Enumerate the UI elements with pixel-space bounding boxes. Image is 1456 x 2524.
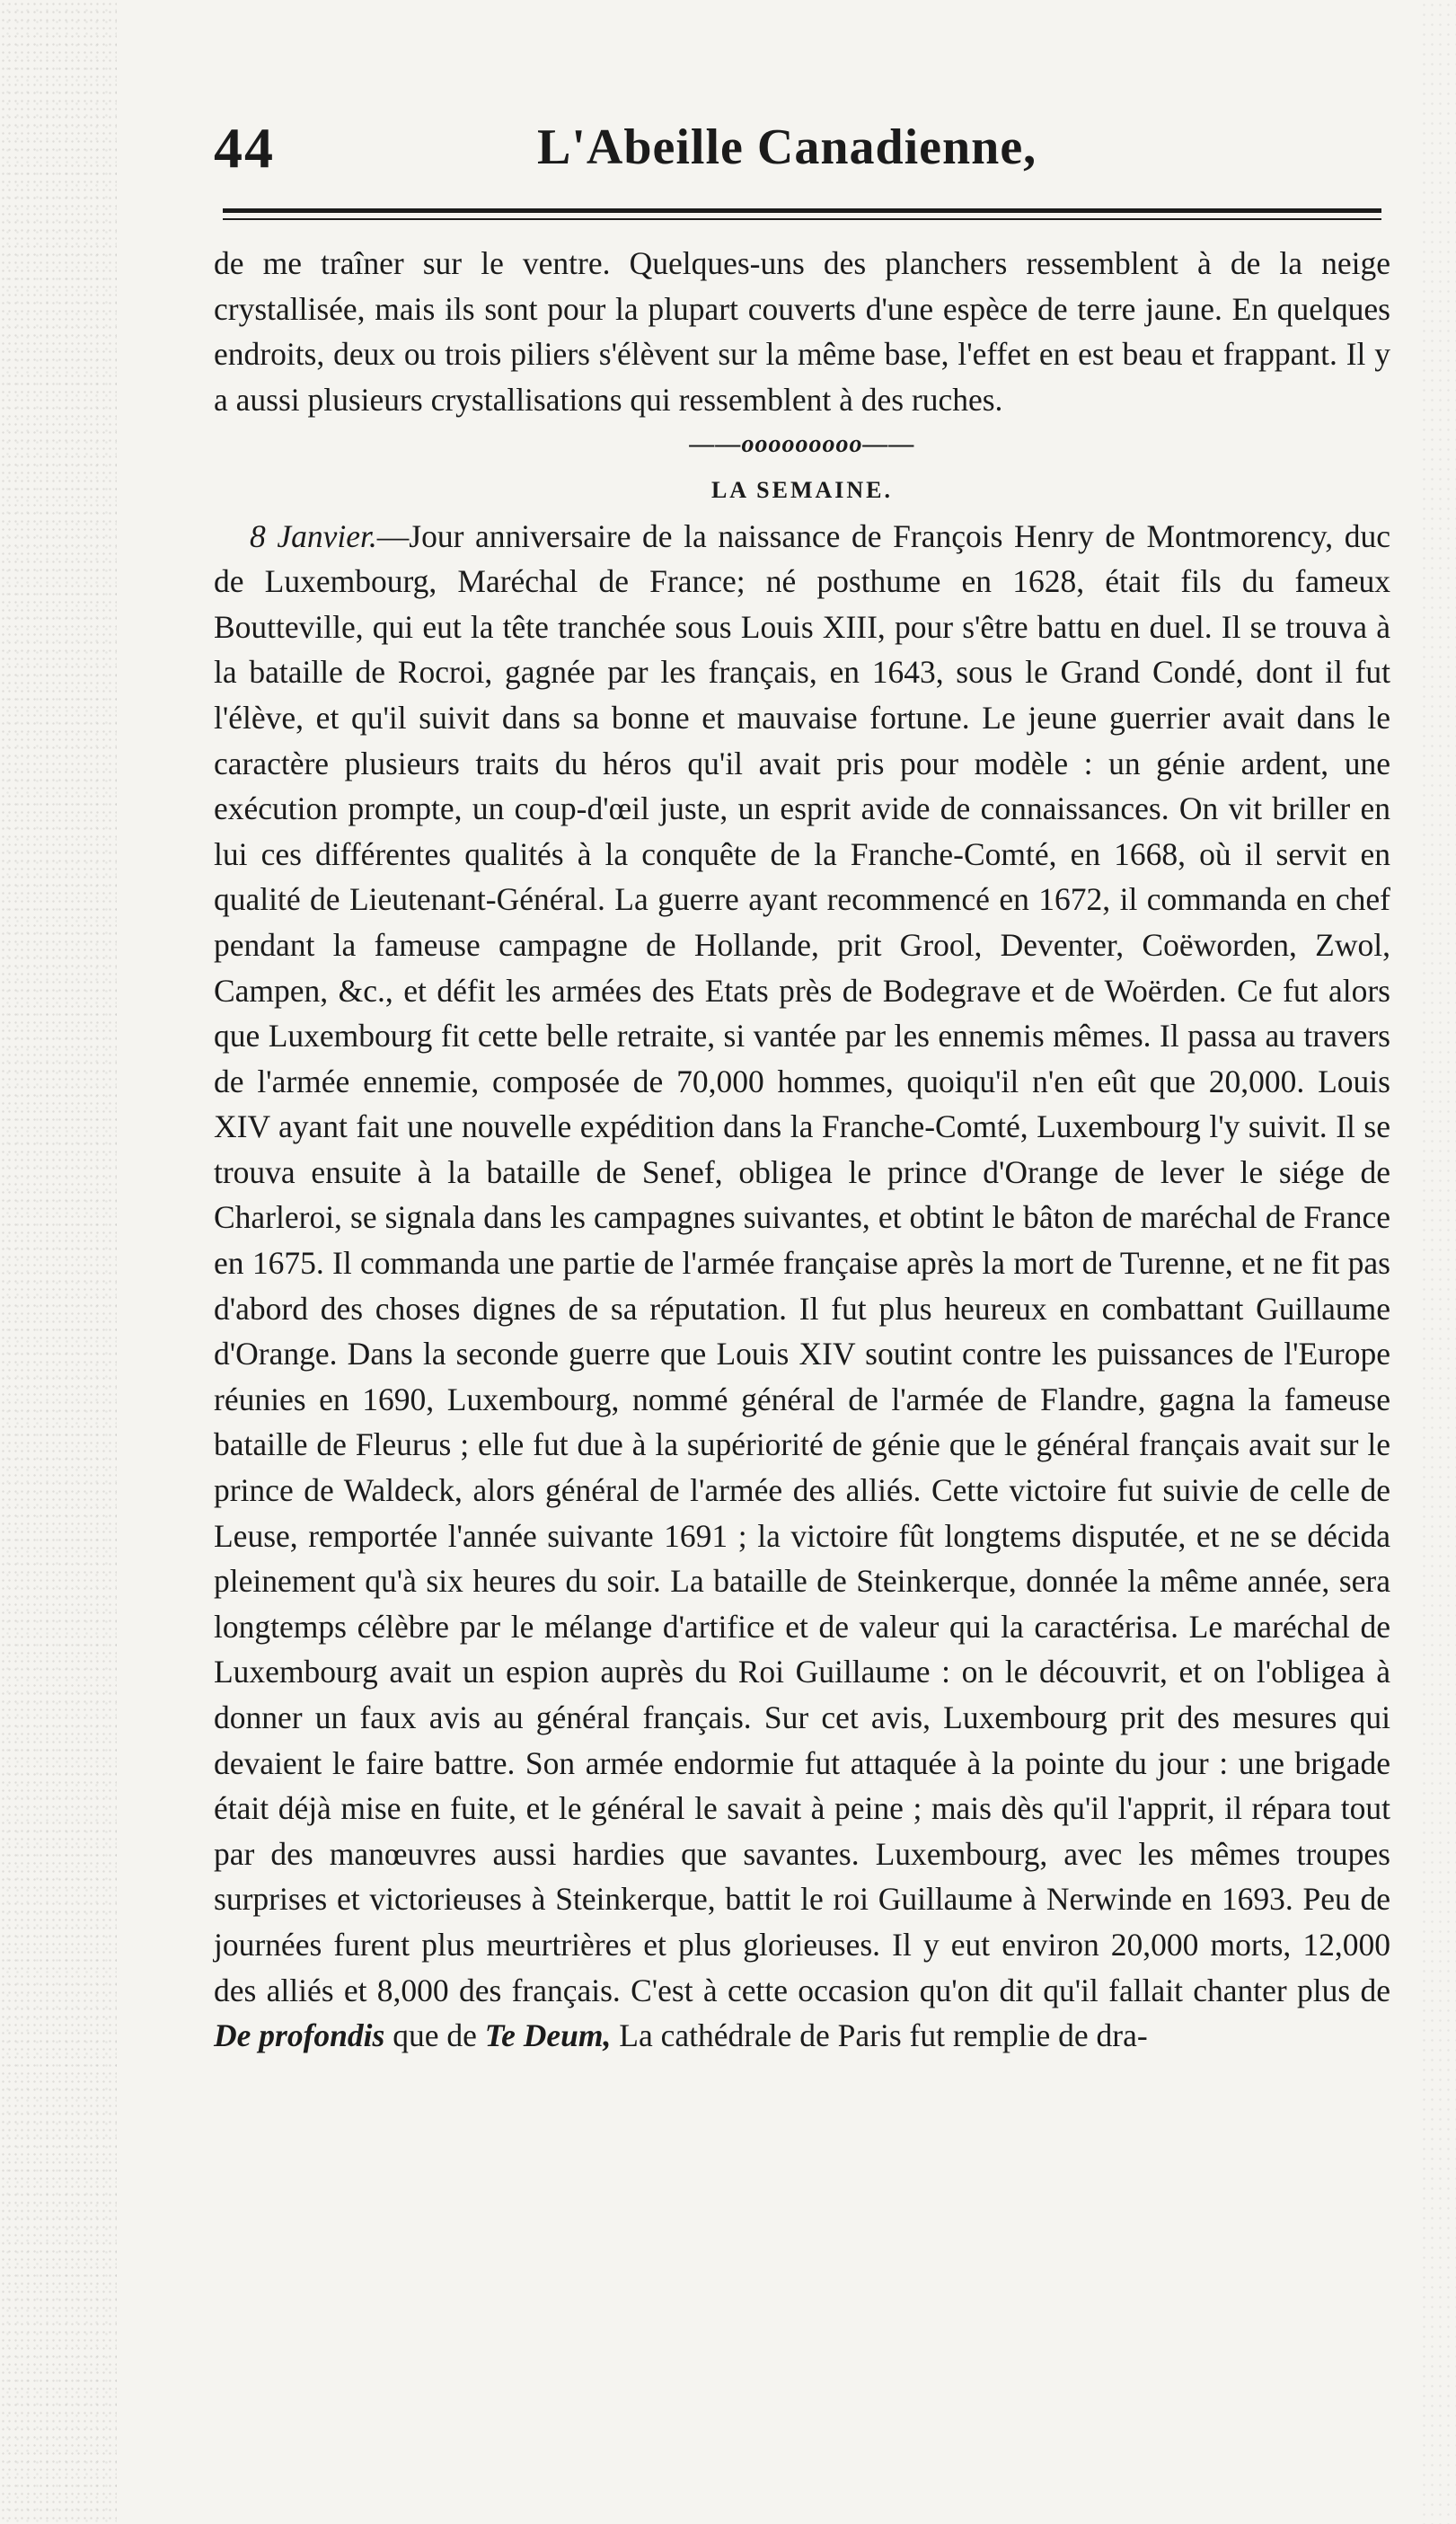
latin-phrase-de-profondis: De profondis	[214, 2017, 385, 2054]
latin-phrase-te-deum: Te Deum,	[484, 2017, 612, 2054]
entry-text-part-1: —Jour anniversaire de la naissance de François Henry de Montmorency, duc de Luxembourg, Maréchal de France; né posthume en 1628, était fils du fameux Boutteville, qui eut la tête tranchée sous Louis XIII, pour s'être battu en duel. Il se trouva à la bataille de Rocroi, gagnée par les français, en 1643, sous le Grand Condé, dont il fut l'élève, et qu'il suivit dans sa bonne et mauvaise fortune. Le jeune guerrier avait dans le caractère plusieurs traits du héros qu'il avait pris pour modèle : un génie ardent, une exécution prompte, un coup-d'œil juste, un esprit avide de connaissances. On vit briller en lui ces différentes qualités à la conquête de la Franche-Comté, en 1668, où il servit en qualité de Lieutenant-Général. La guerre ayant recommencé en 1672, il commanda en chef pendant la fameuse campagne de Hollande, prit Grool, Deventer, Coëworden, Zwol, Campen, &c., et défit les armées des Etats près de Bodegrave et de Woërden. Ce fut alors que Luxembourg fit cette belle retraite, si vantée par les ennemis mêmes. Il passa au travers de l'armée ennemie, composée de 70,000 hommes, quoiqu'il n'en eût que 20,000. Louis XIV ayant fait une nouvelle expédition dans la Franche-Comté, Luxembourg l'y suivit. Il se trouva ensuite à la bataille de Senef, obligea le prince d'Orange de lever le siége de Charleroi, se signala dans les campagnes suivantes, et obtint le bâton de maréchal de France en 1675. Il commanda une partie de l'armée française après la mort de Turenne, et ne fit pas d'abord des choses dignes de sa réputation. Il fut plus heureux en combattant Guillaume d'Orange. Dans la seconde guerre que Louis XIV soutint contre les puissances de l'Europe réunies en 1690, Luxembourg, nommé général de l'armée de Flandre, gagna la fameuse bataille de Fleurus ; elle fut due à la supériorité de génie que le général français avait sur le prince de Waldeck, alors général de l'armée des alliés. Cette victoire fut suivie de celle de Leuse, remportée l'année suivante 1691 ; la victoire fût longtems disputée, et ne se décida pleinement qu'à six heures du soir. La bataille de Steinkerque, donnée la même année, sera longtemps célèbre par le mélange d'artifice et de valeur qui la caractérisa. Le maréchal de Luxembourg avait un espion auprès du Roi Guillaume : on le découvrit, et on l'obligea à donner un faux avis au général français. Sur cet avis, Luxembourg prit des mesures qui devaient le faire battre. Son armée endormie fut attaquée à la pointe du jour : une brigade était déjà mise en fuite, et le général le savait à peine ; mais dès qu'il l'apprit, il répara tout par des manœuvres aussi hardies que savantes. Luxembourg, avec les mêmes troupes surprises et victorieuses à Steinkerque, battit le roi Guillaume à Nerwinde en 1693. Peu de journées furent plus meurtrières et plus glorieuses. Il y eut environ 20,000 morts, 12,000 des alliés et 8,000 des français. C'est à cette occasion qu'on dit qu'il fallait chanter plus de	[214, 517, 1390, 2008]
entry-text-part-2: que de	[384, 2017, 485, 2054]
entry-date: 8 Janvier.	[250, 517, 377, 554]
header-rule-thin	[223, 218, 1381, 220]
right-margin-scan-noise	[1420, 0, 1456, 2524]
section-title: LA SEMAINE.	[710, 476, 894, 503]
header-rule-thick	[223, 208, 1381, 213]
continuation-paragraph: de me traîner sur le ventre. Quelques-uns des planchers ressemblent à de la neige crystallisée, mais ils sont pour la plupart couverts d'une espèce de terre jaune. En quelques endroits, deux ou trois piliers s'élèvent sur la même base, l'effet en est beau et frappant. Il y a aussi plusieurs crystallisations qui ressemblent à des ruches.	[214, 245, 1390, 418]
running-header	[214, 115, 1381, 196]
journal-title: L'Abeille Canadienne,	[537, 119, 1037, 175]
article-body	[214, 241, 1390, 2059]
page-number: 44	[214, 116, 275, 180]
left-margin-scan-noise	[0, 0, 117, 2524]
section-separator: ——ooooooooo——	[689, 430, 915, 459]
entry-text-part-3: La cathédrale de Paris fut remplie de dra-	[611, 2017, 1148, 2054]
entry-paragraph	[214, 514, 1390, 2059]
